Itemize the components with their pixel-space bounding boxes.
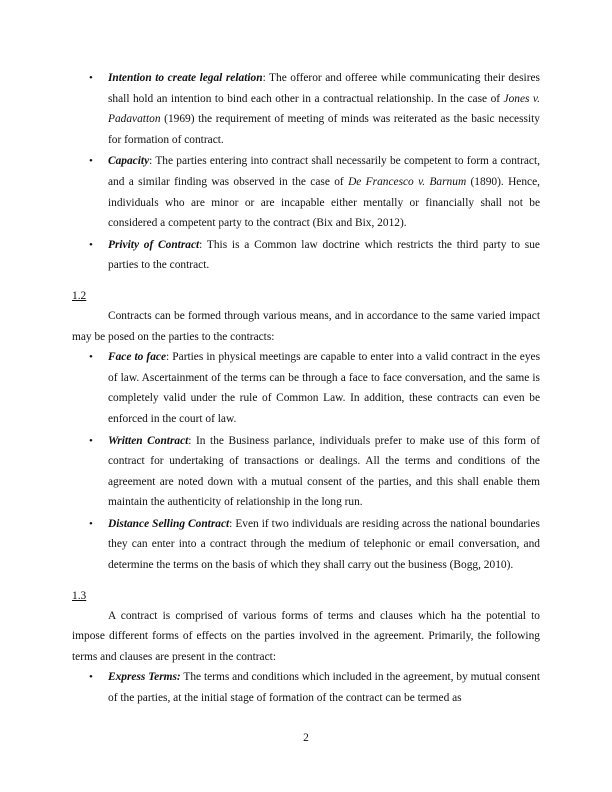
list-item (72, 514, 540, 576)
list-text: : In the Business parlance, individuals prefer to make use of this form of contract for undertaking of transactions or dealings. All the terms and conditions of the agreement are noted down with a mutual consent of the parties, and this shall enable them maintain the authenticity of relationship in the long run. (108, 434, 540, 509)
bullet-icon: • (89, 351, 93, 364)
page-number: 2 (303, 732, 309, 744)
list-term: Express Terms: (108, 671, 181, 684)
list-item (72, 347, 540, 429)
list-item (72, 235, 540, 276)
list-term: Distance Selling Contract (108, 517, 230, 530)
list-term: Privity of Contract (108, 238, 200, 251)
elements-list (72, 68, 540, 276)
list-text: : Even if two individuals are residing across the national boundaries they can enter into a contract through the medium of telephonic or email conversation, and determine the terms on the basis of which they shall carry out the business (Bogg, 2010). (108, 517, 540, 572)
list-term: Intention to create legal relation (108, 72, 263, 84)
list-text: : The offeror and offeree while communicating their desires shall hold an intention to bind each other in a contractual relationship. In the case of (108, 72, 540, 105)
bullet-icon: • (89, 517, 93, 530)
list-text: (1890). Hence, individuals who are minor or are incapable either mentally or financially shall not be considered a competent party to the contract (Bix and Bix, 2012). (108, 175, 541, 230)
case-name: De Francesco v. Barnum (348, 175, 467, 188)
section-number: 1.3 (72, 589, 87, 602)
list-term: Face to face (108, 351, 167, 364)
list-text: : This is a Common law doctrine which restricts the third party to sue parties to the contract. (108, 238, 540, 272)
list-text: : The parties entering into contract shall necessarily be competent to form a contract, and a similar finding was observed in the case of (108, 155, 540, 188)
contract-forms-list (72, 347, 540, 576)
terms-list (72, 667, 540, 708)
section-intro: A contract is comprised of various forms of terms and clauses which ha the potential to impose different forms of effects on the parties involved in the agreement. Primarily, the following terms and clauses are present in the contract: (72, 609, 540, 663)
list-text: (1969) the requirement of meeting of minds was reiterated as the basic necessity for formation of contract. (108, 113, 540, 146)
case-name: Jones v. Padavatton (108, 92, 540, 126)
list-term: Capacity (108, 155, 150, 168)
list-item (72, 151, 540, 233)
bullet-icon: • (89, 434, 93, 447)
list-term: Written Contract (108, 434, 189, 447)
list-item (72, 667, 540, 708)
bullet-icon: • (89, 238, 93, 251)
document-page (72, 68, 540, 710)
list-item (72, 68, 540, 150)
section-number: 1.2 (72, 289, 87, 302)
list-item (72, 431, 540, 513)
bullet-icon: • (89, 155, 93, 168)
section-intro: Contracts can be formed through various means, and in accordance to the same varied impact may be posed on the parties to the contracts: (72, 309, 540, 343)
bullet-icon: • (89, 72, 93, 84)
bullet-icon: • (89, 671, 93, 684)
list-text: : Parties in physical meetings are capable to enter into a valid contract in the eyes of law. Ascertainment of the terms can be through a face to face conversation, and the same is completely valid under the rule of Common Law. In addition, these contracts can even be enforced in the court of law. (108, 351, 540, 425)
list-text: The terms and conditions which included in the agreement, by mutual consent of the parties, at the initial stage of formation of the contract can be termed as (108, 671, 540, 705)
